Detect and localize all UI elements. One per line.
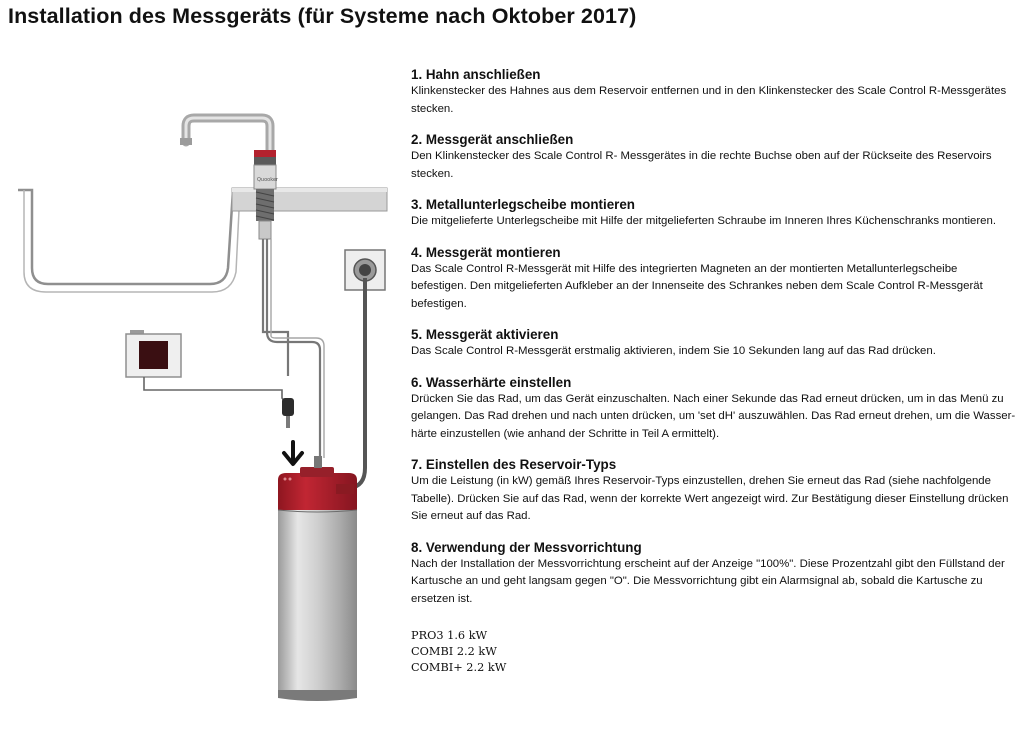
step-3 [411, 196, 1016, 231]
step-1 [411, 66, 1016, 118]
step-5 [411, 326, 1016, 361]
step-heading: 8. Verwendung der Messvorrichtung [411, 539, 642, 555]
step-heading: 7. Einstellen des Reservoir-Typs [411, 457, 617, 472]
svg-text:Quooker: Quooker [257, 177, 279, 183]
step-text: Das Scale Control R-Messgerät mit Hilfe des integrierten Magneten an der montierten Metallunterlegscheibe befestigen. Den mitgelieferten Aufkleber an der Innenseite des Schrankes neben dem Scale Control R-Messgerät befestigen. [411, 262, 983, 310]
page-title: Installation des Messgeräts (für Systeme nach Oktober 2017) [8, 4, 637, 28]
model-item: COMBI 2.2 kW [411, 645, 497, 658]
faucet-hoses [263, 239, 324, 458]
installation-illustration [0, 40, 400, 731]
model-item: COMBI+ 2.2 kW [411, 661, 507, 674]
step-heading: 1. Hahn anschließen [411, 67, 541, 82]
display-cable [144, 377, 288, 406]
step-heading: 3. Metallunterlegscheibe montieren [411, 197, 635, 212]
down-arrow-icon [284, 442, 302, 464]
step-6 [411, 374, 1016, 444]
step-7 [411, 456, 1016, 526]
model-list [411, 628, 1016, 676]
step-heading: 2. Messgerät anschließen [411, 132, 574, 147]
step-8 [411, 539, 1016, 609]
instruction-steps [411, 66, 1016, 676]
step-text: Die mitgelieferte Unterlegscheibe mit Hilfe der mitgelieferten Schraube im Inneren Ihres Küchenschranks montieren. [411, 215, 996, 227]
power-cord [336, 278, 365, 488]
reservoir [278, 456, 357, 701]
step-4 [411, 244, 1016, 314]
step-text: Klinkenstecker des Hahnes aus dem Reservoir entfernen und in den Klinkenstecker des Scale Control R-Messgerätes stecken. [411, 85, 1007, 115]
step-heading: 4. Messgerät montieren [411, 244, 561, 260]
step-heading: 6. Wasserhärte einstellen [411, 374, 572, 390]
faucet [180, 118, 279, 239]
step-text: Drücken Sie das Rad, um das Gerät einzuschalten. Nach einer Sekunde das Rad erneut drücken, um in das Menü zu gelangen. Das Rad drehen und nach unten drücken, um 'set dH' auszuwählen. Das Rad erneut drehen, um die Wasser-härte einzustellen (wie anhand der Schritte in Teil A ermittelt). [411, 392, 1016, 440]
step-2 [411, 131, 1016, 183]
step-heading: 5. Messgerät aktivieren [411, 327, 559, 342]
jack-plug [282, 398, 294, 428]
countertop [232, 188, 387, 211]
step-text: Um die Leistung (in kW) gemäß Ihres Reservoir-Typs einzustellen, drehen Sie erneut das Rad (siehe nachfolgende Tabelle). Drücken Sie auf das Rad, wenn der korrekte Wert angezeigt wird. Zur Bestätigung dieser Einstellung drücken Sie erneut auf das Rad. [411, 475, 1009, 522]
step-text: Nach der Installation der Messvorrichtung erscheint auf der Anzeige "100%". Diese Prozentzahl gibt den Füllstand der Kartusche an und geht langsam gegen "O". Die Messvorrichtung gibt ein Alarmsignal ab, sobald die Kartusche zu ersetzen ist. [411, 557, 1005, 605]
model-item: PRO3 1.6 kW [411, 629, 488, 642]
step-text: Den Klinkenstecker des Scale Control R- Messgerätes in die rechte Buchse oben auf der Rückseite des Reservoirs stecken. [411, 150, 992, 180]
scale-control-display [126, 330, 181, 377]
sink [18, 190, 240, 292]
step-text: Das Scale Control R-Messgerät erstmalig aktivieren, indem Sie 10 Sekunden lang auf das Rad drücken. [411, 345, 936, 357]
